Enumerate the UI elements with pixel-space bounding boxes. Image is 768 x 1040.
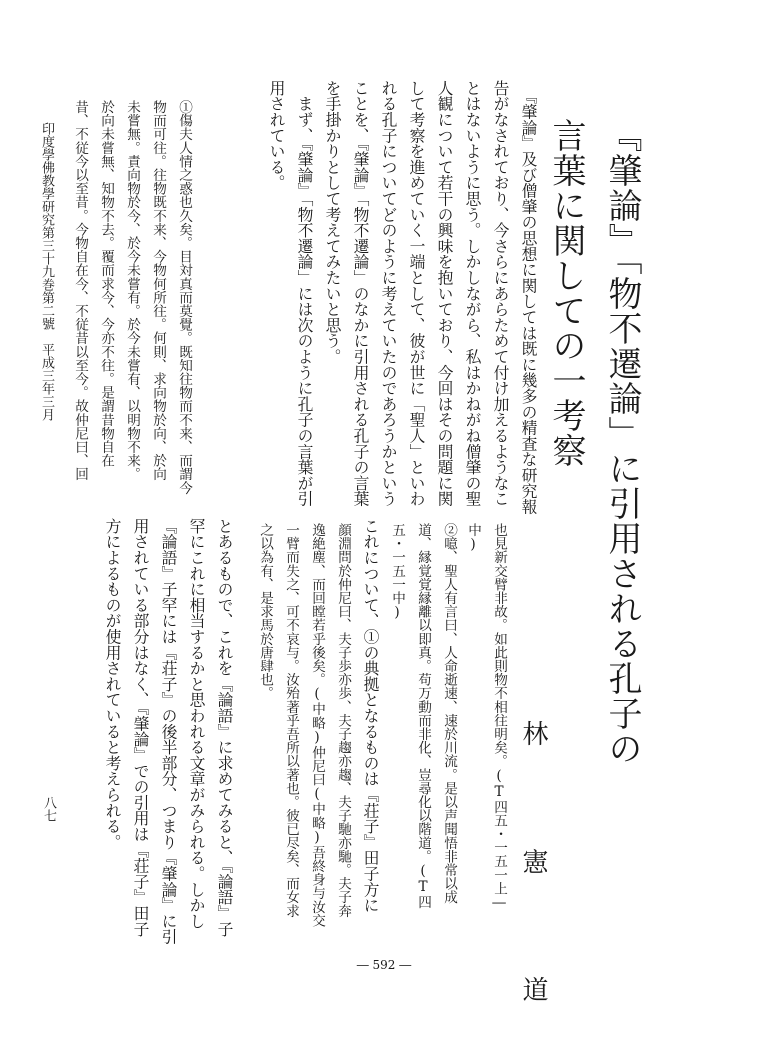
page-number: ― 592 ―	[356, 958, 412, 972]
analysis-body	[98, 518, 238, 945]
author-name: 林 憲 道	[518, 720, 548, 1040]
quote-line: 五・一五一中)	[389, 523, 405, 621]
body-line: 『肇論』及び僧肇の思想に関しては既に幾多の精査な研究報	[519, 80, 538, 515]
quote-1-continued	[460, 523, 512, 911]
commentary-body	[356, 518, 384, 913]
quote-line: ②噫、聖人有言曰、人命逝速、速於川流。是以声聞悟非常以成	[441, 523, 457, 904]
quote-line: 物而可往。往物既不来、今物何所往。何則、求向物於向、於向	[150, 100, 166, 481]
journal-footer: 印度學佛教學研究第三十九巻第二號 平成三年三月	[39, 122, 54, 421]
title-line: 言葉に関しての一考察	[546, 118, 586, 468]
body-line: れる孔子についてどのように考えていたのであろうかという	[379, 80, 398, 507]
body-line: 告がなされており、今さらにあらためて付け加えるようなこ	[491, 80, 510, 507]
quote-2	[384, 523, 462, 909]
body-line: とあるもので、これを『論語』に求めてみると、『論語』子	[215, 518, 234, 937]
body-line: 『論語』子罕には『荘子』の後半部分、つまり『肇論』に引	[159, 518, 178, 945]
quote-1	[67, 100, 197, 494]
paper-title	[538, 118, 650, 766]
body-line: 用されている。	[267, 80, 286, 191]
body-line: 人観について若干の興味を抱いており、今回はその問題に関	[435, 80, 454, 507]
quote-line: 逸絶塵、而回瞠若乎後矣。(中略)仲尼曰(中略)吾終身与汝交	[309, 523, 325, 927]
quote-line: 於向未嘗無、知物不去。覆而求今、今亦不往。是謂昔物自在	[98, 100, 114, 468]
quote-line: 顔淵問於仲尼曰、夫子歩亦歩、夫子趨亦趨、夫子馳亦馳。夫子奔	[335, 523, 351, 918]
page-number-kanji: 八七	[41, 796, 56, 822]
body-line: まず、『肇論』「物不遷論」には次のように孔子の言葉が引	[295, 80, 314, 507]
body-line: 方によるものが使用されていると考えられる。	[103, 518, 122, 850]
body-line: ことを、『肇論』「物不遷論」のなかに引用される孔子の言葉	[351, 80, 370, 507]
intro-body	[262, 80, 542, 515]
title-line: 『肇論』「物不遷論」に引用される孔子の	[602, 118, 642, 766]
quote-line: 昔、不従今以至昔。今物自在今、不従昔以至今。故仲尼曰、回	[72, 100, 88, 481]
body-line: 用されている部分はなく、『肇論』での引用は『荘子』田子	[131, 518, 150, 937]
body-line: を手掛かりとして考えてみたいと思う。	[323, 80, 342, 365]
quote-zhuangzi	[252, 523, 356, 927]
body-line: 罕にこれに相当するかと思われる文章がみられる。しかし	[187, 518, 206, 929]
body-line: これについて、①の典拠となるものは『荘子』田子方に	[361, 518, 380, 913]
quote-line: 中)	[465, 523, 481, 553]
quote-line: 道、縁覚覚縁離以即真。苟万動而非化、豈尋化以階道。(T四	[415, 523, 431, 909]
quote-line: 未嘗無。責向物於今、於今未嘗有。於今未嘗有、以明物不来。	[124, 100, 140, 481]
quote-line: 之以為有、是求馬於唐肆也。	[257, 523, 273, 700]
quote-line: 也見新交臂非故。如此則物不相往明矣。(T四五・一五一上―	[491, 523, 507, 911]
body-line: とはないように思う。しかしながら、私はかねがね僧肇の聖	[463, 80, 482, 507]
quote-line: ①傷夫人情之惑也久矣。目対真而莫覺。既知往物而不来、而謂今	[176, 100, 192, 495]
body-line: して考察を進めていく一端として、彼が世に「聖人」といわ	[407, 80, 426, 507]
quote-line: 一臂而失之、可不哀与。汝殆著乎吾所以著也。彼已尽矣、而女求	[283, 523, 299, 918]
